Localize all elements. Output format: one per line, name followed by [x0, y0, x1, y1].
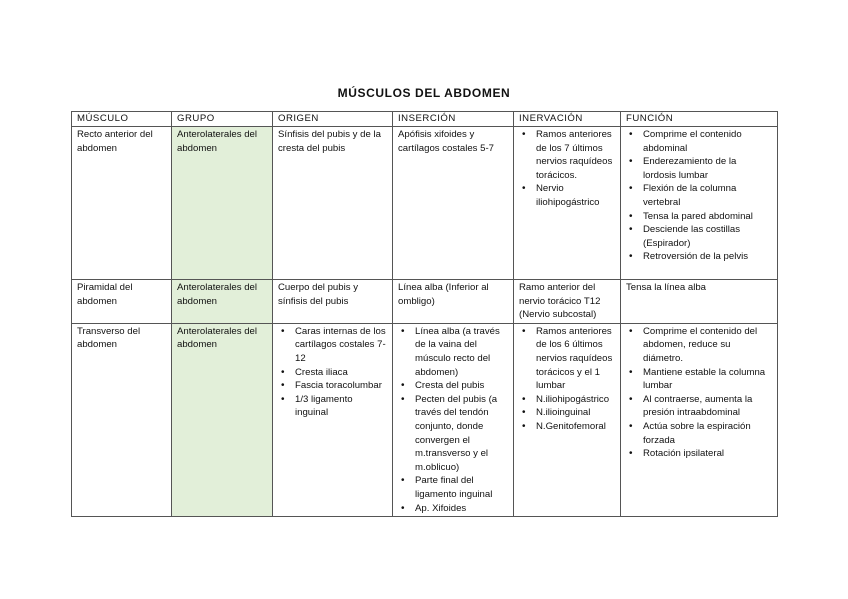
origen-list — [278, 325, 387, 420]
cell-origen: Sínfisis del pubis y de la cresta del pubis — [273, 127, 393, 280]
funcion-list — [626, 128, 772, 264]
list-item: • Nervio iliohipogástrico — [536, 182, 615, 209]
list-item: • Parte final del ligamento inguinal — [415, 474, 508, 501]
cell-inervacion — [514, 127, 621, 280]
cell-inervacion: Ramo anterior del nervio torácico T12 (Nervio subcostal) — [514, 280, 621, 324]
list-item: • Al contraerse, aumenta la presión intraabdominal — [643, 393, 772, 420]
list-item: • N.iliohipogástrico — [536, 393, 615, 407]
list-item: • Comprime el contenido abdominal — [643, 128, 772, 155]
header-row — [72, 112, 778, 127]
header-grupo: GRUPO — [172, 112, 273, 127]
list-item: • Enderezamiento de la lordosis lumbar — [643, 155, 772, 182]
document-title: MÚSCULOS DEL ABDOMEN — [337, 86, 511, 100]
list-item: • Flexión de la columna vertebral — [643, 182, 772, 209]
table-row — [72, 323, 778, 516]
list-item: • Tensa la pared abdominal — [643, 210, 772, 224]
list-item: • Cresta iliaca — [295, 366, 387, 380]
list-item: • 1/3 ligamento inguinal — [295, 393, 387, 420]
cell-inervacion — [514, 323, 621, 516]
inervacion-list — [519, 128, 615, 210]
list-item: • Mantiene estable la columna lumbar — [643, 366, 772, 393]
list-item: • Pecten del pubis (a través del tendón conjunto, donde convergen el m.transverso y el m.oblicuo) — [415, 393, 508, 475]
cell-funcion — [621, 127, 778, 280]
list-item: • Rotación ipsilateral — [643, 447, 772, 461]
list-item: • Ap. Xifoides — [415, 502, 508, 516]
list-item: • Desciende las costillas (Espirador) — [643, 223, 772, 250]
cell-insercion: Línea alba (Inferior al ombligo) — [393, 280, 514, 324]
cell-insercion — [393, 323, 514, 516]
list-item: • Ramos anteriores de los 7 últimos nervios raquídeos torácicos. — [536, 128, 615, 182]
cell-grupo: Anterolaterales del abdomen — [172, 323, 273, 516]
list-item: • Retroversión de la pelvis — [643, 250, 772, 264]
list-item: • N.ilioinguinal — [536, 406, 615, 420]
header-inervacion: INERVACIÓN — [514, 112, 621, 127]
cell-musculo: Piramidal del abdomen — [72, 280, 172, 324]
cell-grupo: Anterolaterales del abdomen — [172, 127, 273, 280]
insercion-list — [398, 325, 508, 515]
cell-grupo: Anterolaterales del abdomen — [172, 280, 273, 324]
list-item: • Cresta del pubis — [415, 379, 508, 393]
cell-musculo: Transverso del abdomen — [72, 323, 172, 516]
inervacion-list — [519, 325, 615, 434]
list-item: • Actúa sobre la espiración forzada — [643, 420, 772, 447]
table-row — [72, 127, 778, 280]
list-item: • N.Genitofemoral — [536, 420, 615, 434]
cell-insercion: Apófisis xifoides y cartílagos costales 5-7 — [393, 127, 514, 280]
cell-origen: Cuerpo del pubis y sínfisis del pubis — [273, 280, 393, 324]
muscles-table — [71, 111, 778, 517]
header-musculo: MÚSCULO — [72, 112, 172, 127]
cell-funcion: Tensa la línea alba — [621, 280, 778, 324]
list-item: • Ramos anteriores de los 6 últimos nervios raquídeos torácicos y el 1 lumbar — [536, 325, 615, 393]
header-insercion: INSERCIÓN — [393, 112, 514, 127]
table-row — [72, 280, 778, 324]
list-item: • Fascia toracolumbar — [295, 379, 387, 393]
list-item: • Línea alba (a través de la vaina del músculo recto del abdomen) — [415, 325, 508, 379]
funcion-list — [626, 325, 772, 461]
list-item: • Comprime el contenido del abdomen, reduce su diámetro. — [643, 325, 772, 366]
cell-musculo: Recto anterior del abdomen — [72, 127, 172, 280]
list-item: • Caras internas de los cartílagos costales 7-12 — [295, 325, 387, 366]
cell-funcion — [621, 323, 778, 516]
cell-origen — [273, 323, 393, 516]
header-origen: ORIGEN — [273, 112, 393, 127]
header-funcion: FUNCIÓN — [621, 112, 778, 127]
